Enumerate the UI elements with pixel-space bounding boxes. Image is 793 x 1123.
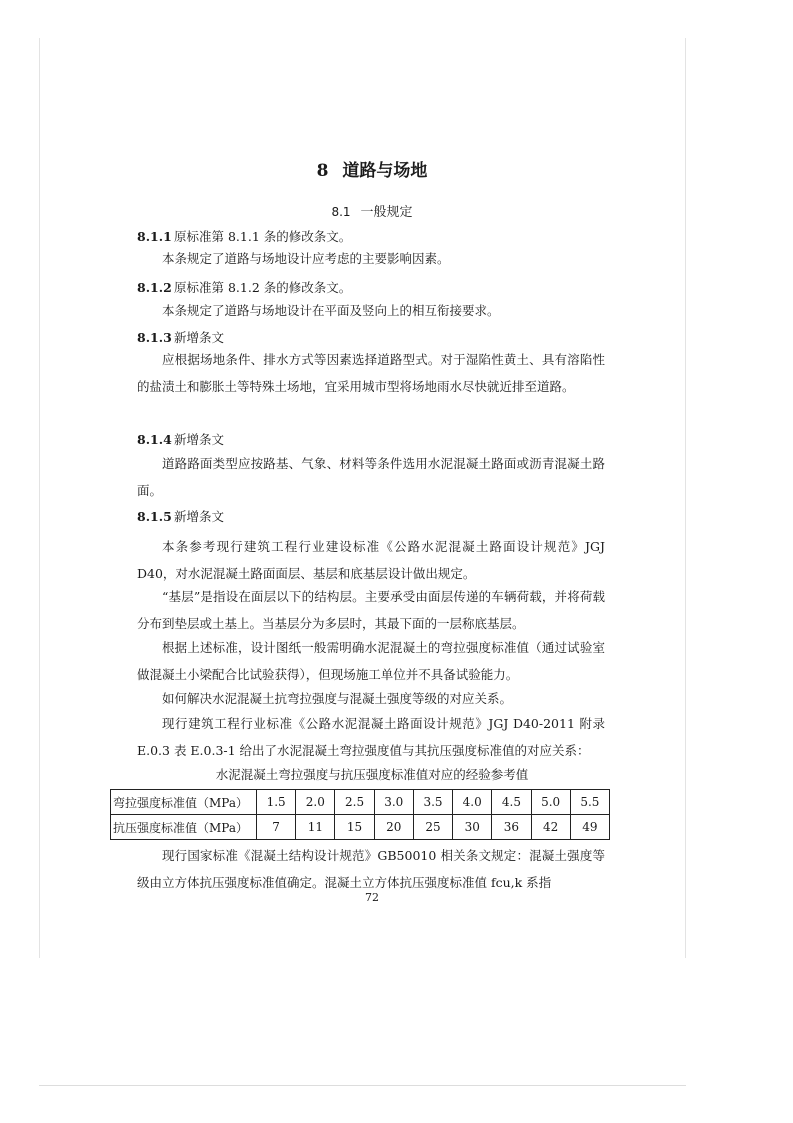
table-cell: 30	[453, 815, 492, 840]
table-cell: 5.0	[531, 790, 570, 815]
clause-label: 新增条文	[174, 330, 225, 345]
table-cell: 4.5	[492, 790, 531, 815]
table-cell: 36	[492, 815, 531, 840]
chapter-heading	[137, 160, 607, 182]
table-cell: 4.0	[453, 790, 492, 815]
section-title: 一般规定	[360, 205, 413, 220]
left-margin-rule	[39, 38, 40, 958]
clause-8-1-5	[137, 509, 224, 525]
paragraph: 本条规定了道路与场地设计应考虑的主要影响因素。	[162, 251, 450, 266]
table-cell: 11	[296, 815, 335, 840]
table-cell: 2.5	[335, 790, 374, 815]
clause-label: 新增条文	[174, 509, 225, 524]
table-cell: 15	[335, 815, 374, 840]
clause-label: 原标准第 8.1.1 条的修改条文。	[174, 229, 352, 244]
clause-label: 原标准第 8.1.2 条的修改条文。	[174, 280, 352, 295]
clause-number: 8.1.3	[137, 330, 172, 345]
paragraph: 如何解决水泥混凝土抗弯拉强度与混凝土强度等级的对应关系。	[162, 691, 513, 706]
row-header: 弯拉强度标准值（MPa）	[111, 790, 257, 815]
page-number: 72	[365, 891, 379, 904]
table-cell: 5.5	[570, 790, 609, 815]
clause-number: 8.1.4	[137, 432, 172, 447]
table-cell: 3.5	[413, 790, 452, 815]
paragraph: 现行建筑工程行业标准《公路水泥混凝土路面设计规范》JGJ D40-2011 附录 E.0.3 表 E.0.3-1 给出了水泥混凝土弯拉强度值与其抗压强度标准值的对应关系：	[137, 716, 605, 758]
table-cell: 20	[374, 815, 413, 840]
clause-label: 新增条文	[174, 432, 225, 447]
clause-number: 8.1.5	[137, 509, 172, 524]
table-cell: 25	[413, 815, 452, 840]
paragraph: “基层”是指设在面层以下的结构层。主要承受由面层传递的车辆荷载，并将荷载分布到垫层或土基上。当基层分为多层时，其最下面的一层称底基层。	[137, 589, 605, 631]
row-header: 抗压强度标准值（MPa）	[111, 815, 257, 840]
table-cell: 3.0	[374, 790, 413, 815]
clause-number: 8.1.1	[137, 229, 172, 244]
clause-number: 8.1.2	[137, 280, 172, 295]
table-cell: 49	[570, 815, 609, 840]
paragraph: 道路路面类型应按路基、气象、材料等条件选用水泥混凝土路面或沥青混凝土路面。	[137, 456, 605, 498]
clause-8-1-2	[137, 280, 351, 296]
table-row	[111, 790, 610, 815]
paragraph: 本条规定了道路与场地设计在平面及竖向上的相互衔接要求。	[162, 303, 500, 318]
chapter-title: 道路与场地	[342, 161, 428, 181]
clause-8-1-3	[137, 330, 224, 346]
paragraph: 本条参考现行建筑工程行业建设标准《公路水泥混凝土路面设计规范》JGJ D40，对水泥混凝土路面面层、基层和底基层设计做出规定。	[137, 539, 605, 581]
section-heading	[137, 203, 607, 222]
clause-8-1-4	[137, 432, 224, 448]
paragraph: 根据上述标准，设计图纸一般需明确水泥混凝土的弯拉强度标准值（通过试验室做混凝土小梁配合比试验获得），但现场施工单位并不具备试验能力。	[137, 640, 605, 682]
table-cell: 42	[531, 815, 570, 840]
clause-8-1-1	[137, 229, 351, 245]
section-number: 8.1	[331, 205, 351, 219]
table-cell: 2.0	[296, 790, 335, 815]
bottom-rule	[39, 1085, 686, 1086]
table-cell: 1.5	[257, 790, 296, 815]
strength-table	[110, 789, 610, 840]
chapter-number: 8	[316, 161, 329, 181]
table-caption: 水泥混凝土弯拉强度与抗压强度标准值对应的经验参考值	[215, 767, 529, 782]
right-margin-rule	[685, 38, 686, 958]
table-row	[111, 815, 610, 840]
table-cell: 7	[257, 815, 296, 840]
paragraph: 现行国家标准《混凝土结构设计规范》GB50010 相关条文规定：混凝土强度等级由立方体抗压强度标准值确定。混凝土立方体抗压强度标准值 fcu,k 系指	[137, 848, 605, 890]
paragraph: 应根据场地条件、排水方式等因素选择道路型式。对于湿陷性黄土、具有溶陷性的盐渍土和膨胀土等特殊土场地，宜采用城市型将场地雨水尽快就近排至道路。	[137, 352, 605, 394]
